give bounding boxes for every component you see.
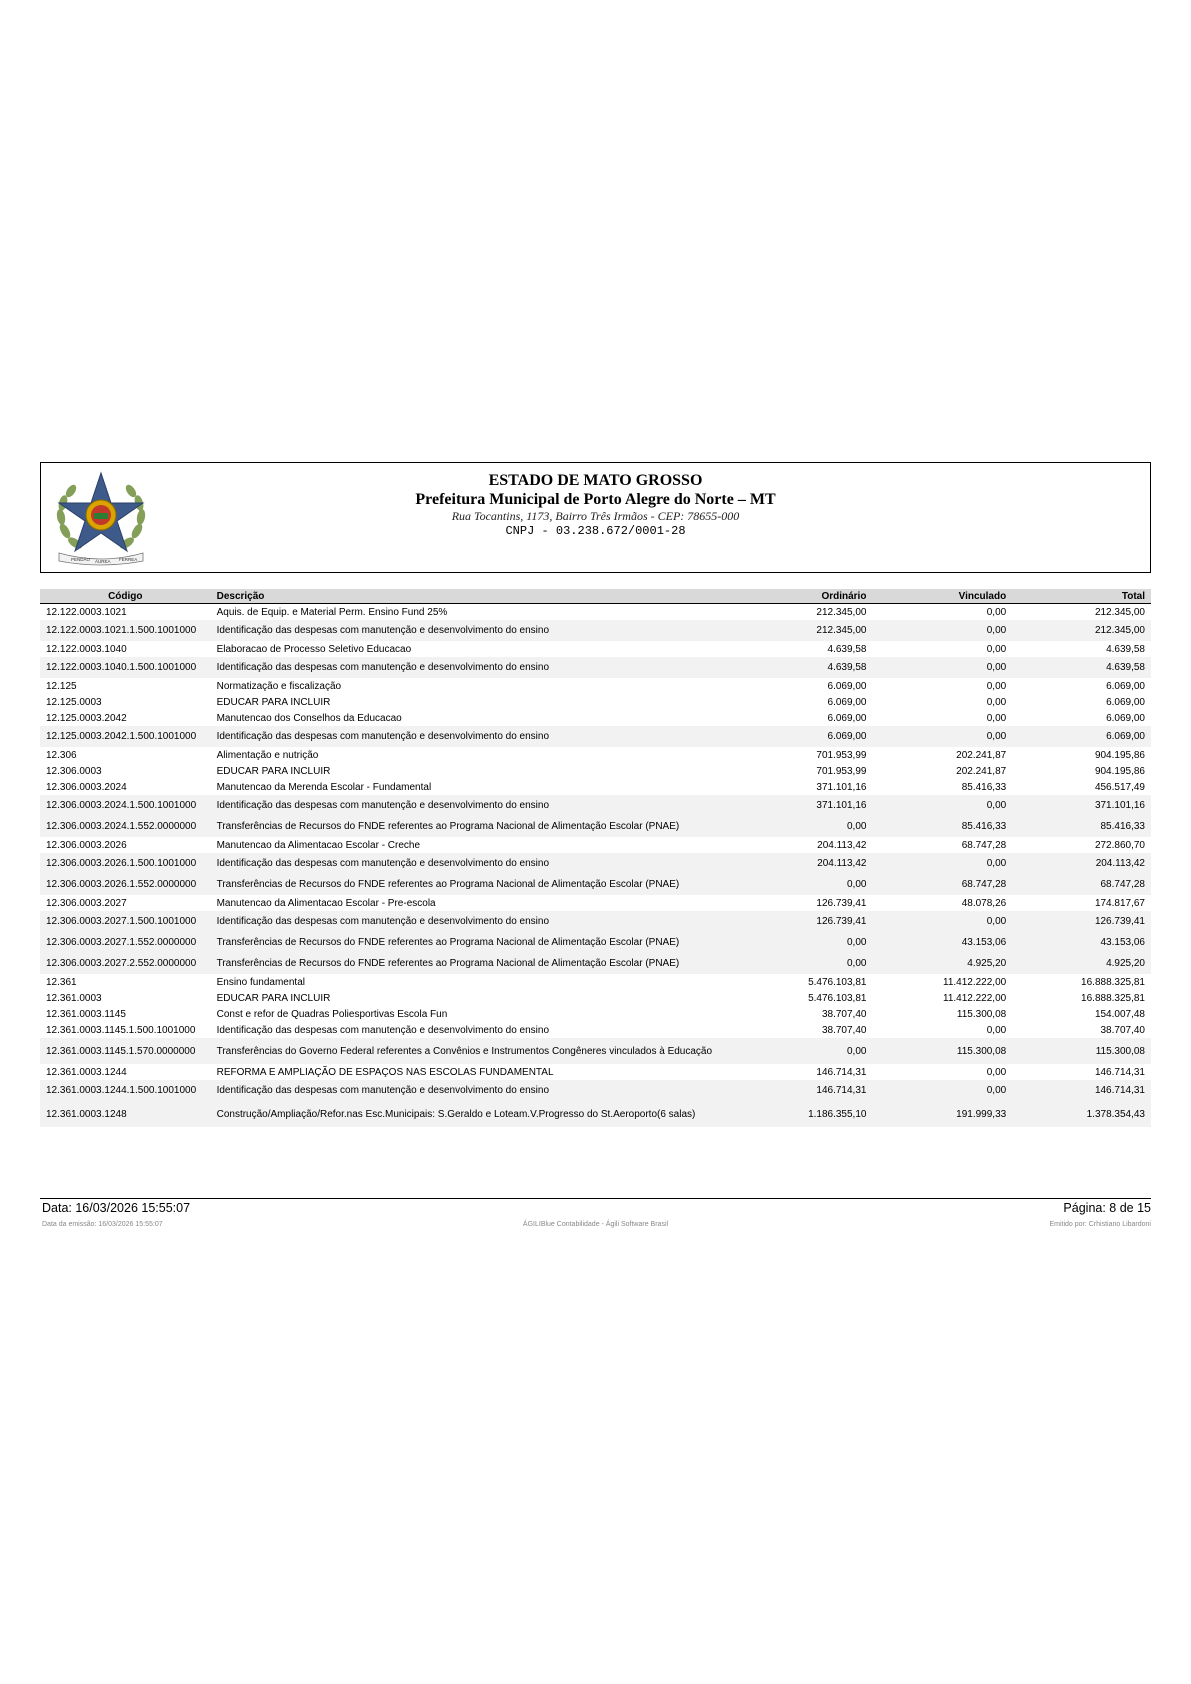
cell-codigo: 12.122.0003.1040 <box>46 643 127 655</box>
cell-vinculado: 0,00 <box>986 643 1007 655</box>
cell-ordinario: 1.186.355,10 <box>735 1101 873 1127</box>
cell-ordinario: 146.714,31 <box>735 1080 873 1101</box>
cell-descricao: Elaboracao de Processo Seletivo Educacao <box>216 643 412 655</box>
cell-descricao: Manutencao da Alimentacao Escolar - Creche <box>216 839 421 851</box>
cell-ordinario: 5.476.103,81 <box>808 992 867 1004</box>
cell-descricao: Transferências do Governo Federal referentes a Convênios e Instrumentos Congêneres vinculados à Educação <box>211 1038 735 1064</box>
cell-codigo: 12.306.0003.2024 <box>46 781 127 793</box>
table-row <box>40 795 1151 816</box>
cell-ordinario: 6.069,00 <box>827 680 867 692</box>
cell-total: 115.300,08 <box>1012 1038 1151 1064</box>
cell-vinculado: 0,00 <box>986 696 1007 708</box>
svg-text:FERREA: FERREA <box>119 557 138 562</box>
table-row <box>40 895 1151 911</box>
cell-codigo: 12.125.0003 <box>46 696 102 708</box>
cell-total: 6.069,00 <box>1012 726 1151 747</box>
footer-date: Data: 16/03/2026 15:55:07 <box>42 1201 191 1215</box>
cell-total: 6.069,00 <box>1106 680 1145 692</box>
cell-descricao: Normatização e fiscalização <box>216 680 342 692</box>
cell-total: 204.113,42 <box>1012 853 1151 874</box>
cell-vinculado: 0,00 <box>872 853 1012 874</box>
cell-descricao: Identificação das despesas com manutenção e desenvolvimento do ensino <box>216 1024 550 1036</box>
cell-codigo: 12.361.0003.1244 <box>46 1066 127 1078</box>
cell-codigo: 12.306.0003.2024.1.500.1001000 <box>40 795 211 816</box>
cell-descricao: EDUCAR PARA INCLUIR <box>216 992 331 1004</box>
cell-ordinario: 701.953,99 <box>816 765 867 777</box>
cell-vinculado: 68.747,28 <box>872 874 1012 895</box>
cell-total: 272.860,70 <box>1094 839 1145 851</box>
cell-ordinario: 0,00 <box>735 932 873 953</box>
cell-ordinario: 0,00 <box>735 953 873 974</box>
cell-codigo: 12.306.0003.2026.1.500.1001000 <box>40 853 211 874</box>
cell-ordinario: 4.639,58 <box>827 643 867 655</box>
prefeitura-name: Prefeitura Municipal de Porto Alegre do Norte – MT <box>415 491 776 508</box>
table-row <box>40 1101 1151 1127</box>
cell-total: 212.345,00 <box>1094 606 1145 618</box>
cell-total: 6.069,00 <box>1106 696 1145 708</box>
column-header-descricao: Descrição <box>211 589 735 604</box>
cell-vinculado: 0,00 <box>872 657 1012 678</box>
table-row <box>40 604 1151 621</box>
cell-descricao: Identificação das despesas com manutenção e desenvolvimento do ensino <box>211 795 735 816</box>
cell-ordinario: 6.069,00 <box>827 712 867 724</box>
cell-codigo: 12.361.0003.1145.1.570.0000000 <box>40 1038 211 1064</box>
cell-ordinario: 204.113,42 <box>817 839 867 851</box>
cell-codigo: 12.361 <box>46 976 77 988</box>
table-row <box>40 726 1151 747</box>
cell-ordinario: 126.739,41 <box>816 897 867 909</box>
cell-codigo: 12.361.0003.1248 <box>40 1101 211 1127</box>
cell-vinculado: 0,00 <box>986 1066 1007 1078</box>
budget-table <box>40 589 1151 1127</box>
table-row <box>40 1022 1151 1038</box>
cell-codigo: 12.361.0003 <box>46 992 102 1004</box>
cell-vinculado: 85.416,33 <box>872 816 1012 837</box>
cell-vinculado: 115.300,08 <box>872 1038 1012 1064</box>
cell-total: 6.069,00 <box>1106 712 1145 724</box>
table-row <box>40 932 1151 953</box>
cell-total: 85.416,33 <box>1012 816 1151 837</box>
cell-total: 126.739,41 <box>1012 911 1151 932</box>
cell-vinculado: 43.153,06 <box>872 932 1012 953</box>
table-row <box>40 710 1151 726</box>
cell-vinculado: 48.078,26 <box>961 897 1007 909</box>
state-name: ESTADO DE MATO GROSSO <box>488 472 703 489</box>
cell-vinculado: 68.747,28 <box>961 839 1007 851</box>
cell-codigo: 12.361.0003.1244.1.500.1001000 <box>40 1080 211 1101</box>
cell-vinculado: 0,00 <box>872 911 1012 932</box>
cell-ordinario: 38.707,40 <box>821 1008 867 1020</box>
cell-total: 154.007,48 <box>1094 1008 1145 1020</box>
prefeitura-cnpj: CNPJ - 03.238.672/0001-28 <box>505 524 686 538</box>
cell-total: 4.639,58 <box>1012 657 1151 678</box>
cell-codigo: 12.361.0003.1145.1.500.1001000 <box>46 1024 196 1036</box>
table-row <box>40 837 1151 853</box>
cell-vinculado: 0,00 <box>872 726 1012 747</box>
cell-codigo: 12.306.0003.2027 <box>46 897 127 909</box>
cell-descricao: Identificação das despesas com manutenção e desenvolvimento do ensino <box>211 911 735 932</box>
table-row <box>40 641 1151 657</box>
cell-descricao: Transferências de Recursos do FNDE referentes ao Programa Nacional de Alimentação Escolar (PNAE) <box>211 874 735 895</box>
cell-total: 4.639,58 <box>1106 643 1145 655</box>
cell-total: 146.714,31 <box>1012 1080 1151 1101</box>
cell-vinculado: 0,00 <box>986 712 1007 724</box>
table-row <box>40 911 1151 932</box>
cell-ordinario: 38.707,40 <box>821 1024 867 1036</box>
cell-codigo: 12.306.0003.2026 <box>46 839 127 851</box>
cell-vinculado: 202.241,87 <box>956 765 1007 777</box>
cell-ordinario: 0,00 <box>735 816 873 837</box>
cell-total: 38.707,40 <box>1100 1024 1145 1036</box>
svg-text:PENDÃO: PENDÃO <box>71 557 91 562</box>
cell-codigo: 12.306.0003.2026.1.552.0000000 <box>40 874 211 895</box>
cell-vinculado: 0,00 <box>986 1024 1007 1036</box>
cell-codigo: 12.306.0003.2027.1.552.0000000 <box>40 932 211 953</box>
table-row <box>40 620 1151 641</box>
cell-codigo: 12.306.0003.2027.1.500.1001000 <box>40 911 211 932</box>
table-row <box>40 1038 1151 1064</box>
cell-ordinario: 6.069,00 <box>827 696 867 708</box>
cell-codigo: 12.306.0003 <box>46 765 102 777</box>
cell-vinculado: 0,00 <box>872 620 1012 641</box>
svg-text:ÁUREA: ÁUREA <box>95 559 111 564</box>
column-header-codigo: Código <box>40 589 211 604</box>
cell-descricao: Const e refor de Quadras Poliesportivas Escola Fun <box>216 1008 448 1020</box>
table-row <box>40 657 1151 678</box>
cell-descricao: Identificação das despesas com manutenção e desenvolvimento do ensino <box>211 853 735 874</box>
prefeitura-address: Rua Tocantins, 1173, Bairro Três Irmãos - CEP: 78655-000 <box>451 509 740 523</box>
cell-descricao: Construção/Ampliação/Refor.nas Esc.Municipais: S.Geraldo e Loteam.V.Progresso do St.Aeroporto(6 salas) <box>211 1101 735 1127</box>
cell-ordinario: 126.739,41 <box>735 911 873 932</box>
cell-ordinario: 701.953,99 <box>816 749 867 761</box>
cell-vinculado: 0,00 <box>872 1080 1012 1101</box>
cell-vinculado: 85.416,33 <box>961 781 1007 793</box>
table-row <box>40 694 1151 710</box>
cell-ordinario: 212.345,00 <box>816 606 867 618</box>
cell-vinculado: 0,00 <box>872 795 1012 816</box>
cell-total: 456.517,49 <box>1094 781 1145 793</box>
table-row <box>40 678 1151 694</box>
table-row <box>40 1006 1151 1022</box>
cell-descricao: Transferências de Recursos do FNDE referentes ao Programa Nacional de Alimentação Escolar (PNAE) <box>211 953 735 974</box>
cell-ordinario: 4.639,58 <box>735 657 873 678</box>
footer-divider <box>40 1198 1151 1199</box>
cell-ordinario: 0,00 <box>735 1038 873 1064</box>
cell-total: 212.345,00 <box>1012 620 1151 641</box>
table-row <box>40 874 1151 895</box>
cell-descricao: Identificação das despesas com manutenção e desenvolvimento do ensino <box>211 726 735 747</box>
cell-vinculado: 11.412.222,00 <box>943 992 1007 1004</box>
cell-descricao: Aquis. de Equip. e Material Perm. Ensino Fund 25% <box>216 606 448 618</box>
column-header-ordinario: Ordinário <box>735 589 873 604</box>
cell-total: 371.101,16 <box>1012 795 1151 816</box>
cell-vinculado: 0,00 <box>986 680 1007 692</box>
cell-total: 1.378.354,43 <box>1012 1101 1151 1127</box>
cell-descricao: Transferências de Recursos do FNDE referentes ao Programa Nacional de Alimentação Escolar (PNAE) <box>211 932 735 953</box>
table-header-row <box>40 589 1151 604</box>
cell-total: 174.817,67 <box>1094 897 1145 909</box>
cell-codigo: 12.306.0003.2024.1.552.0000000 <box>40 816 211 837</box>
cell-ordinario: 0,00 <box>735 874 873 895</box>
cell-codigo: 12.125.0003.2042.1.500.1001000 <box>40 726 211 747</box>
cell-ordinario: 371.101,16 <box>816 781 867 793</box>
column-header-vinculado: Vinculado <box>872 589 1012 604</box>
cell-codigo: 12.361.0003.1145 <box>46 1008 126 1020</box>
table-row <box>40 763 1151 779</box>
column-header-total: Total <box>1012 589 1151 604</box>
table-row <box>40 779 1151 795</box>
cell-ordinario: 5.476.103,81 <box>808 976 867 988</box>
table-row <box>40 816 1151 837</box>
cell-vinculado: 202.241,87 <box>956 749 1007 761</box>
cell-total: 16.888.325,81 <box>1081 976 1145 988</box>
cell-descricao: REFORMA E AMPLIAÇÃO DE ESPAÇOS NAS ESCOLAS FUNDAMENTAL <box>216 1066 554 1078</box>
cell-codigo: 12.122.0003.1021.1.500.1001000 <box>40 620 211 641</box>
cell-descricao: Manutencao dos Conselhos da Educacao <box>216 712 402 724</box>
footer-software: ÁGILIBlue Contabilidade - Ágili Software Brasil <box>522 1221 669 1228</box>
report-header <box>40 462 1151 573</box>
cell-total: 904.195,86 <box>1094 749 1145 761</box>
cell-total: 4.925,20 <box>1012 953 1151 974</box>
cell-vinculado: 191.999,33 <box>872 1101 1012 1127</box>
cell-total: 904.195,86 <box>1094 765 1145 777</box>
cell-total: 68.747,28 <box>1012 874 1151 895</box>
cell-ordinario: 146.714,31 <box>816 1066 867 1078</box>
cell-total: 43.153,06 <box>1012 932 1151 953</box>
cell-ordinario: 212.345,00 <box>735 620 873 641</box>
cell-ordinario: 6.069,00 <box>735 726 873 747</box>
cell-descricao: Identificação das despesas com manutenção e desenvolvimento do ensino <box>211 620 735 641</box>
table-row <box>40 974 1151 990</box>
table-row <box>40 1080 1151 1101</box>
cell-descricao: Identificação das despesas com manutenção e desenvolvimento do ensino <box>211 657 735 678</box>
cell-vinculado: 0,00 <box>986 606 1007 618</box>
cell-ordinario: 204.113,42 <box>735 853 873 874</box>
cell-descricao: EDUCAR PARA INCLUIR <box>216 696 331 708</box>
table-row <box>40 990 1151 1006</box>
cell-total: 146.714,31 <box>1094 1066 1145 1078</box>
cell-vinculado: 11.412.222,00 <box>943 976 1007 988</box>
cell-codigo: 12.125.0003.2042 <box>46 712 127 724</box>
cell-codigo: 12.306 <box>46 749 77 761</box>
cell-descricao: Ensino fundamental <box>216 976 305 988</box>
table-row <box>40 1064 1151 1080</box>
footer-issued-by: Emitido por: Crhistiano Libardoni <box>1049 1221 1151 1228</box>
cell-total: 16.888.325,81 <box>1081 992 1145 1004</box>
cell-codigo: 12.122.0003.1021 <box>46 606 127 618</box>
table-row <box>40 953 1151 974</box>
cell-codigo: 12.306.0003.2027.2.552.0000000 <box>40 953 211 974</box>
table-row <box>40 853 1151 874</box>
cell-descricao: EDUCAR PARA INCLUIR <box>216 765 331 777</box>
cell-vinculado: 115.300,08 <box>956 1008 1007 1020</box>
cell-descricao: Manutencao da Merenda Escolar - Fundamental <box>216 781 432 793</box>
cell-descricao: Identificação das despesas com manutenção e desenvolvimento do ensino <box>211 1080 735 1101</box>
cell-ordinario: 371.101,16 <box>735 795 873 816</box>
cell-vinculado: 4.925,20 <box>872 953 1012 974</box>
cell-codigo: 12.125 <box>46 680 77 692</box>
cell-descricao: Manutencao da Alimentacao Escolar - Pre-escola <box>216 897 436 909</box>
cell-codigo: 12.122.0003.1040.1.500.1001000 <box>40 657 211 678</box>
footer-page-number: Página: 8 de 15 <box>1063 1201 1151 1215</box>
cell-descricao: Transferências de Recursos do FNDE referentes ao Programa Nacional de Alimentação Escolar (PNAE) <box>211 816 735 837</box>
table-row <box>40 747 1151 763</box>
footer-emission-date: Data da emissão: 16/03/2026 15:55:07 <box>42 1221 163 1228</box>
cell-descricao: Alimentação e nutrição <box>216 749 319 761</box>
